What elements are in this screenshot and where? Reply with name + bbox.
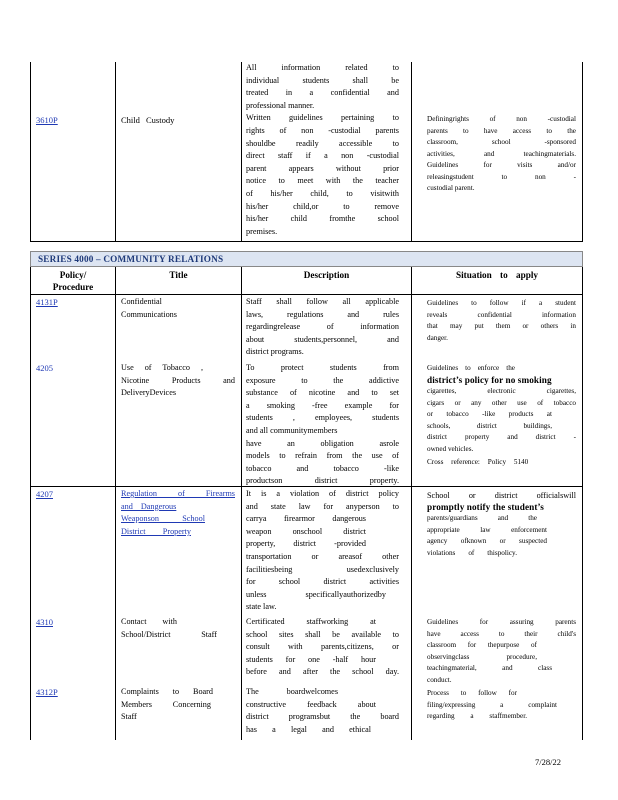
situation-line: district’s policy for no smoking (427, 374, 552, 385)
main-table-col-divider-2 (241, 267, 242, 740)
description-line: his/her child fromthe school (246, 214, 399, 224)
description-line: Written guidelines pertaining to (246, 113, 399, 123)
description-4312p (246, 686, 399, 736)
situation-line: schools, district buildings, (427, 421, 552, 430)
situation-4131p (418, 298, 576, 344)
situation-line: owned vehicles. (427, 444, 474, 453)
top-table-right-border (582, 62, 583, 242)
situation-line: releasingstudent to non - (427, 172, 576, 181)
description-line: substance of nicotine and to set (246, 388, 399, 398)
title-link-line[interactable]: District Property (121, 526, 191, 536)
situation-line: Guidelines to follow if a student (427, 299, 576, 307)
description-line: The boardwelcomes (246, 687, 338, 696)
situation-line: Definingrights of non -custodial (427, 115, 576, 123)
situation-line: Guidelines for visits and/or (427, 161, 576, 169)
description-line: shouldbe readily accessible to (246, 138, 399, 148)
situation-line: agency ofknown or suspected (427, 537, 547, 545)
title-line: Communications (121, 309, 177, 319)
situation-line: Guidelines to enforce the (427, 364, 515, 372)
description-line: constructive feedback about (246, 699, 376, 709)
policy-link-4205[interactable]: 4205 (36, 363, 53, 373)
description-line: a smoking -free example for (246, 400, 399, 410)
description-line: students for one -half hour (246, 654, 376, 664)
description-line: for school district activities (246, 577, 399, 587)
situation-line: promptly notify the student’s (427, 501, 544, 512)
situation-line: that may put them or others in (427, 322, 576, 330)
description-4131p (246, 296, 399, 359)
description-line: rights of non -custodial parents (246, 125, 399, 135)
title-line: Members Concerning (121, 699, 211, 709)
title-4205 (121, 362, 235, 400)
title-line: Staff (121, 712, 137, 722)
description-line: regardingrelease of information (246, 322, 399, 332)
situation-line: Guidelines for assuring parents (427, 618, 576, 626)
description-line: To protect students from (246, 363, 399, 372)
main-table-col-divider-3 (411, 267, 412, 740)
description-line: productson district property. (246, 476, 399, 486)
series-title: SERIES 4000 – COMMUNITY RELATIONS (38, 254, 224, 264)
situation-4205-cross-reference (418, 457, 576, 469)
top-table-col-divider-1 (115, 62, 116, 242)
description-line: models to refrain from the use of (246, 451, 399, 461)
situation-line: activities, and teachingmaterials. (427, 149, 576, 158)
title-line: DeliveryDevices (121, 388, 177, 398)
situation-line: observingclass procedure, (427, 652, 537, 661)
description-line: premises. (246, 226, 278, 236)
situation-line: violations of thispolicy. (427, 548, 517, 557)
description-line: laws, regulations and rules (246, 309, 399, 319)
situation-line: parents to have access to the (427, 126, 576, 135)
title-line: Nicotine Products and (121, 375, 235, 385)
situation-4205 (418, 363, 576, 455)
title-4310 (121, 616, 235, 641)
situation-line: district property and district - (427, 433, 576, 441)
header-row-bottom-border (30, 294, 583, 295)
description-line: exposure to the addictive (246, 375, 399, 385)
situation-line: parents/guardians and the (427, 514, 537, 522)
description-line: consult with parents,citizens, or (246, 642, 399, 652)
situation-line: danger. (427, 333, 448, 342)
description-line: Certificated staffworking at (246, 617, 376, 626)
description-3610p (246, 62, 399, 238)
title-link-line[interactable]: Weaponson School (121, 514, 205, 524)
top-table-col-divider-2 (241, 62, 242, 242)
situation-line: conduct. (427, 675, 452, 684)
description-line: carrya firearmor dangerous (246, 514, 366, 524)
description-line: before and after the school day. (246, 667, 399, 677)
top-table-col-divider-3 (411, 62, 412, 242)
description-line: transportation or areasof other (246, 551, 399, 561)
description-4310 (246, 616, 399, 679)
title-4207 (121, 488, 235, 538)
description-line: Staff shall follow all applicable (246, 297, 399, 306)
main-table-right-border (582, 267, 583, 740)
situation-line: School or district officialswill (427, 491, 576, 500)
policy-link-4131p[interactable]: 4131P (36, 297, 58, 307)
policy-link-4207[interactable]: 4207 (36, 489, 53, 499)
description-line: property, district -provided (246, 539, 366, 549)
situation-line: regarding a staffmember. (427, 712, 527, 720)
header-description: Description (303, 270, 350, 280)
description-line: facilitiesbeing usedexclusively (246, 564, 399, 574)
situation-line: or tobacco -like products at (427, 410, 552, 418)
title-line: School/District Staff (121, 629, 217, 639)
situation-line: appropriate law enforcement (427, 525, 547, 534)
policy-link-4312p[interactable]: 4312P (36, 687, 58, 697)
main-table-col-divider-1 (115, 267, 116, 740)
description-line: parent appears without prior (246, 163, 399, 173)
description-line: notice to meet with the teacher (246, 176, 399, 186)
situation-4207 (418, 490, 576, 559)
top-table-left-border (30, 62, 31, 242)
title-line: Contact with (121, 617, 177, 626)
title-line: Complaints to Board (121, 687, 213, 696)
cross-reference-text: Cross reference: Policy 5140 (427, 458, 529, 466)
title-child-custody: Child Custody (121, 115, 175, 125)
situation-line: have access to their child's (427, 629, 576, 638)
title-line: Use of Tobacco , (121, 363, 203, 372)
description-line: and state law for anyperson to (246, 501, 399, 511)
situation-line: cigars or any other use of tobacco (427, 398, 576, 407)
header-policy-procedure (31, 270, 115, 293)
description-line: have an obligation asrole (246, 438, 399, 448)
description-line: state law. (246, 602, 277, 612)
description-line: school sites shall be available to (246, 629, 399, 639)
top-table-bottom-border (30, 241, 583, 242)
situation-4312p (418, 688, 576, 723)
description-line: direct staff if a non -custodial (246, 151, 399, 161)
title-link-line[interactable]: and Dangerous (121, 501, 177, 511)
title-line: Confidential (121, 297, 162, 306)
description-line: has a legal and ethical (246, 724, 371, 734)
description-4207 (246, 488, 399, 614)
situation-3610p (418, 114, 576, 195)
situation-line: Process to follow for (427, 689, 517, 697)
description-line: about students,personnel, and (246, 334, 399, 344)
title-4131p (121, 296, 177, 321)
description-line: his/her child,or to remove (246, 201, 399, 211)
description-line: of his/her child, to visitwith (246, 188, 399, 198)
description-line: weapon onschool district (246, 526, 366, 536)
situation-line: cigarettes, electronic cigarettes, (427, 387, 576, 395)
description-line: It is a violation of district policy (246, 489, 399, 498)
situation-line: custodial parent. (427, 184, 475, 192)
situation-line: classroom, school -sponsored (427, 138, 576, 146)
description-4205 (246, 362, 399, 488)
description-line: professional manner. (246, 100, 315, 110)
description-line: All information related to (246, 63, 399, 72)
situation-line: classroom for thepurpose of (427, 641, 537, 649)
situation-line: teachingmaterial, and class (427, 664, 552, 672)
header-situation: Situation to apply (456, 270, 538, 280)
description-line: tobacco and tobacco -like (246, 463, 399, 473)
main-table-left-border (30, 267, 31, 740)
description-line: district programs. (246, 347, 304, 357)
footer-date: 7/28/22 (535, 757, 561, 767)
description-line: students , employees, students (246, 413, 399, 423)
policy-link-4310[interactable]: 4310 (36, 617, 53, 627)
header-policy-line2: Procedure (52, 281, 94, 292)
situation-4310 (418, 617, 576, 686)
description-line: and all communitymembers (246, 425, 338, 435)
header-policy-line1: Policy/ (59, 270, 87, 280)
title-4312p (121, 686, 235, 724)
description-line: district programsbut the board (246, 712, 399, 722)
description-line: individual students shall be (246, 75, 399, 85)
header-title: Title (169, 270, 188, 280)
description-line: treated in a confidential and (246, 88, 399, 98)
title-link-line[interactable]: Regulation of Firearms (121, 489, 235, 498)
policy-link-3610p[interactable]: 3610P (36, 115, 58, 125)
situation-line: reveals confidential information (427, 310, 576, 319)
description-line: unless specificallyauthorizedby (246, 589, 386, 599)
situation-line: filing/expressing a complaint (427, 700, 557, 709)
